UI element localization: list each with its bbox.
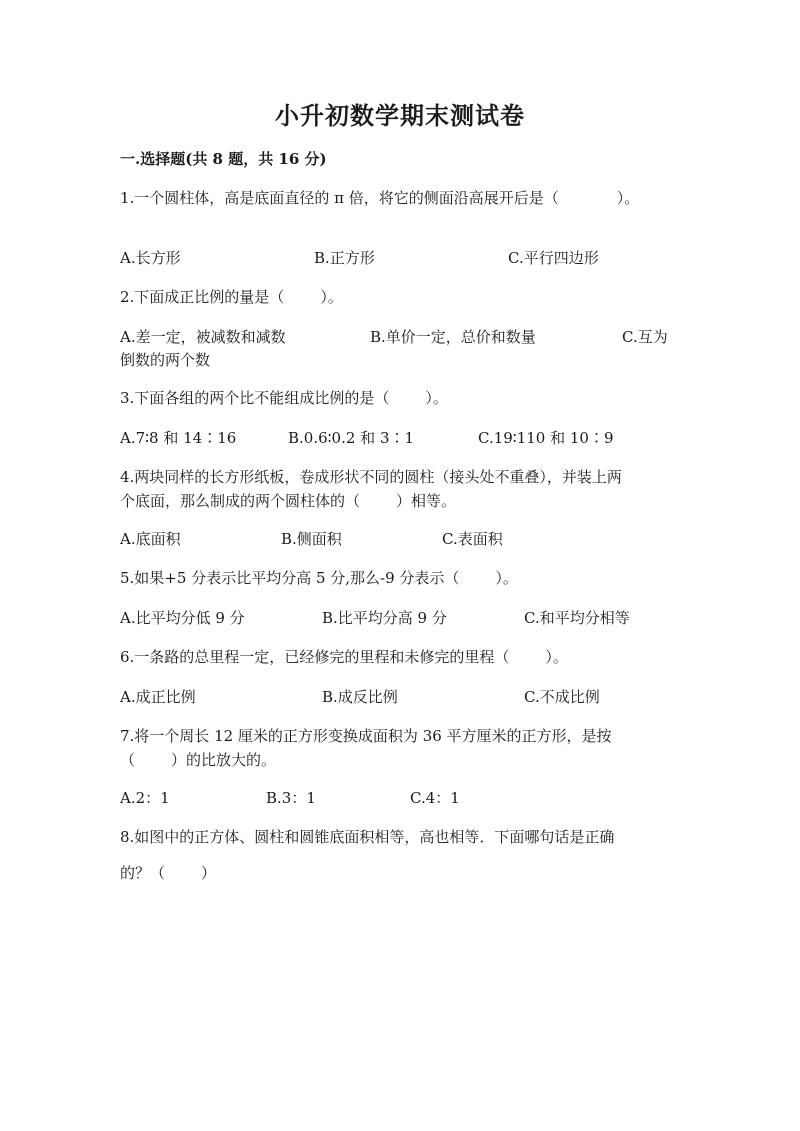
question-text-end: ）。 <box>320 288 343 306</box>
question-3 <box>120 386 676 410</box>
option-b: B.3：1 <box>266 789 316 807</box>
question-8 <box>120 825 676 885</box>
question-text: 个底面，那么制成的两个圆柱体的（ <box>120 492 361 510</box>
question-text-line1: 4.两块同样的长方形纸板，卷成形状不同的圆柱（接头处不重叠），并装上两 <box>120 468 622 486</box>
question-text-end: ） <box>201 864 217 882</box>
question-text: 5.如果+5 分表示比平均分高 5 分,那么-9 分表示（ <box>120 569 460 587</box>
option-c: C.和平均分相等 <box>524 609 630 627</box>
option-b: B.成反比例 <box>322 688 398 706</box>
option-b: B.正方形 <box>314 249 375 267</box>
question-1 <box>120 186 676 210</box>
question-text: 3.下面各组的两个比不能组成比例的是（ <box>120 389 390 407</box>
question-2 <box>120 285 676 309</box>
question-text-end: ）。 <box>616 189 640 207</box>
option-c: C.平行四边形 <box>508 249 599 267</box>
question-text-line1: 8.如图中的正方体、圆柱和圆锥底面积相等，高也相等．下面哪句话是正确 <box>120 828 615 846</box>
question-text-end: ）。 <box>495 569 518 587</box>
option-a: A.7∶8 和 14∶16 <box>120 429 237 447</box>
question-6 <box>120 645 676 669</box>
question-text: 1.一个圆柱体，高是底面直径的 π 倍，将它的侧面沿高展开后是（ <box>120 189 559 207</box>
option-b: B.比平均分高 9 分 <box>322 609 447 627</box>
question-4 <box>120 465 676 513</box>
option-c: C.19∶110 和 10∶9 <box>478 429 614 447</box>
page-title: 小升初数学期末测试卷 <box>275 101 525 130</box>
option-a: A.差一定，被减数和减数 <box>120 328 286 346</box>
option-a: A.长方形 <box>120 249 181 267</box>
option-a: A.比平均分低 9 分 <box>120 609 245 627</box>
question-text: 6.一条路的总里程一定，已经修完的里程和未修完的里程（ <box>120 648 510 666</box>
option-a: A.底面积 <box>120 530 181 548</box>
question-text-end: ）的比放大的。 <box>171 751 277 769</box>
option-a: A.2：1 <box>120 789 170 807</box>
option-c: C.互为 <box>622 328 668 346</box>
question-7 <box>120 724 676 772</box>
question-5 <box>120 566 676 590</box>
option-a: A.成正比例 <box>120 688 196 706</box>
section-heading: 一.选择题(共 8 题，共 16 分) <box>120 150 327 168</box>
option-b: B.侧面积 <box>281 530 342 548</box>
question-text-end: ）。 <box>545 648 568 666</box>
option-b: B.0.6∶0.2 和 3∶1 <box>288 429 415 447</box>
question-text: 的？（ <box>120 864 166 882</box>
question-text-line1: 7.将一个周长 12 厘米的正方形变换成面积为 36 平方厘米的正方形，是按 <box>120 727 612 745</box>
option-b: B.单价一定，总价和数量 <box>370 328 536 346</box>
option-c: C.表面积 <box>442 530 503 548</box>
question-text: 2.下面成正比例的量是（ <box>120 288 285 306</box>
question-text: （ <box>120 751 136 769</box>
option-c-continued: 倒数的两个数 <box>120 351 211 369</box>
question-text-end: ）相等。 <box>396 492 457 510</box>
option-c: C.4：1 <box>410 789 460 807</box>
option-c: C.不成比例 <box>524 688 600 706</box>
question-text-end: ）。 <box>425 389 448 407</box>
